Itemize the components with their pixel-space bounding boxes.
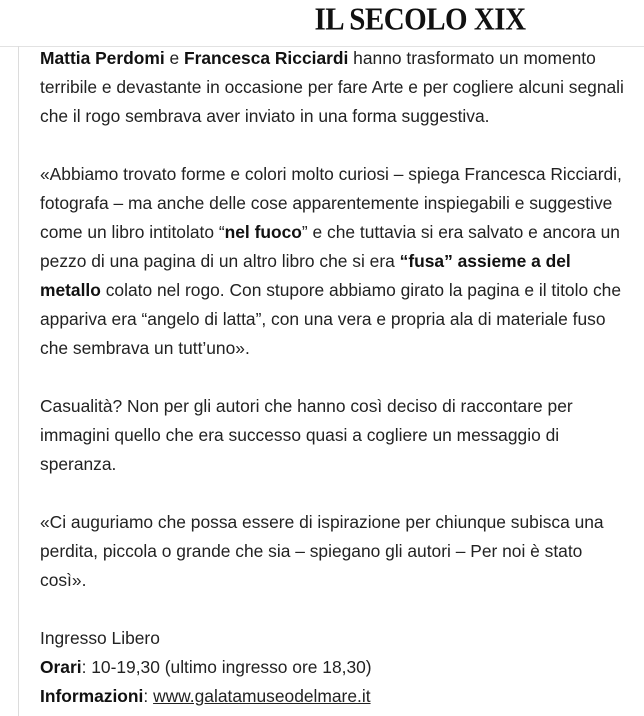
quote-text-1: «Abbiamo trovato forme e colori molto curiosi – spiega Francesca Ricciardi, fotografa – ma anche delle cose apparentemente inspiegabili e suggestive come un libro intitolato “: [40, 164, 622, 242]
paragraph-2: [40, 160, 630, 363]
site-header: [0, 0, 644, 47]
info-label: Informazioni: [40, 686, 144, 706]
paragraph-1: [40, 44, 630, 131]
author-name-1: Mattia Perdomi: [40, 48, 165, 68]
paragraph-3: Casualità? Non per gli autori che hanno così deciso di raccontare per immagini quello che era successo quasi a cogliere un messaggio di speranza.: [40, 396, 573, 474]
conjunction-text: e: [164, 48, 184, 68]
quote-text-2: ” e che tuttavia si era salvato e ancora un pezzo di una pagina di un altro libro che si era: [40, 222, 620, 271]
author-name-2: Francesca Ricciardi: [184, 48, 349, 68]
paragraph-4: «Ci auguriamo che possa essere di ispirazione per chiunque subisca una perdita, piccola o grande che sia – spiegano gli autori – Per noi è stato così».: [40, 512, 604, 590]
quote-text-3: colato nel rogo. Con stupore abbiamo girato la pagina e il titolo che appariva era “angelo di latta”, con una vera e propria ala di materiale fuso che sembrava un tutt’uno».: [40, 280, 622, 358]
event-info: [40, 624, 630, 711]
hours-line: [40, 653, 630, 682]
hours-label: Orari: [40, 657, 82, 677]
article-body: [40, 44, 630, 711]
fused-metal-bold: “fusa” assieme a del metallo: [40, 251, 571, 300]
museum-website-link[interactable]: www.galatamuseodelmare.it: [153, 686, 371, 706]
site-logo[interactable]: IL SECOLO XIX: [314, 2, 526, 38]
info-line: [40, 682, 630, 711]
paragraph-1-text: hanno trasformato un momento terribile e devastante in occasione per fare Arte e per cogliere alcuni segnali che il rogo sembrava aver inviato in una forma suggestiva.: [40, 48, 624, 126]
hours-value: : 10-19,30 (ultimo ingresso ore 18,30): [81, 657, 372, 677]
entry-line: Ingresso Libero: [40, 628, 160, 648]
info-separator: :: [143, 686, 154, 706]
book-title-bold: nel fuoco: [224, 222, 302, 242]
content-divider: [18, 46, 19, 716]
